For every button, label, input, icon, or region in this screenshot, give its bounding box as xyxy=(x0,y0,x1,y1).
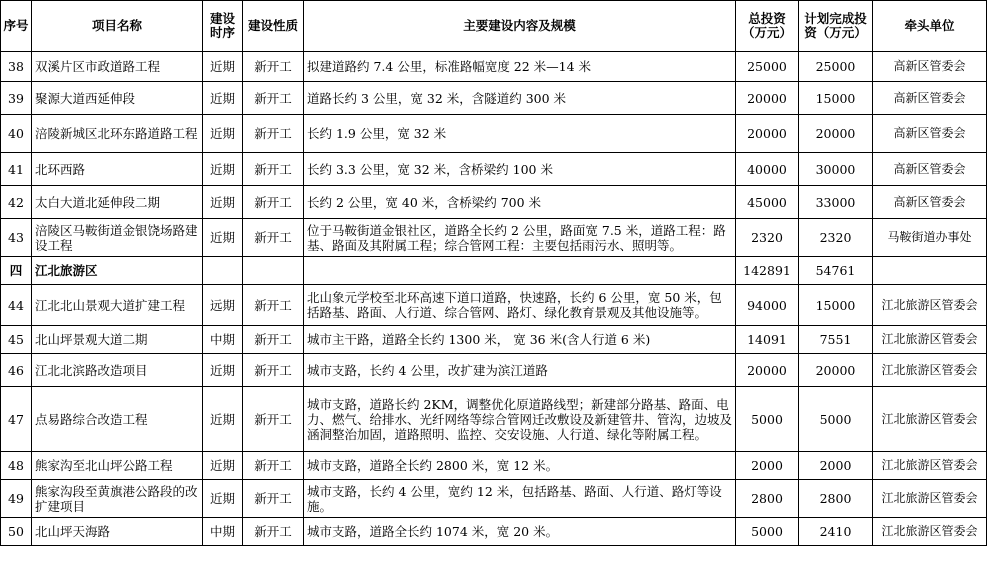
construction-content: 长约 3.3 公里，宽 32 米，含桥梁约 100 米 xyxy=(304,153,736,186)
table-body xyxy=(1,52,987,546)
lead-organization: 高新区管委会 xyxy=(873,115,987,153)
row-number: 38 xyxy=(1,52,32,82)
construction-nature: 新开工 xyxy=(243,354,304,387)
row-number: 四 xyxy=(1,257,32,285)
section-row xyxy=(1,257,987,285)
construction-content: 城市支路，道路全长约 1074 米，宽 20 米。 xyxy=(304,518,736,546)
construction-order: 近期 xyxy=(203,115,243,153)
project-name: 双溪片区市政道路工程 xyxy=(32,52,203,82)
construction-order: 近期 xyxy=(203,82,243,115)
construction-content: 长约 1.9 公里，宽 32 米 xyxy=(304,115,736,153)
construction-order: 远期 xyxy=(203,285,243,326)
total-investment: 2320 xyxy=(736,219,799,257)
header-order: 建设时序 xyxy=(203,1,243,52)
row-number: 47 xyxy=(1,387,32,452)
construction-nature: 新开工 xyxy=(243,153,304,186)
table-row xyxy=(1,153,987,186)
construction-nature: 新开工 xyxy=(243,326,304,354)
planned-investment: 25000 xyxy=(799,52,873,82)
table-header-row xyxy=(1,1,987,52)
construction-order xyxy=(203,257,243,285)
project-name: 点易路综合改造工程 xyxy=(32,387,203,452)
project-name: 北山坪景观大道二期 xyxy=(32,326,203,354)
row-number: 45 xyxy=(1,326,32,354)
construction-nature: 新开工 xyxy=(243,82,304,115)
lead-organization: 高新区管委会 xyxy=(873,82,987,115)
construction-nature: 新开工 xyxy=(243,518,304,546)
row-number: 44 xyxy=(1,285,32,326)
construction-nature: 新开工 xyxy=(243,387,304,452)
total-investment: 20000 xyxy=(736,354,799,387)
construction-nature: 新开工 xyxy=(243,452,304,480)
total-investment: 14091 xyxy=(736,326,799,354)
construction-order: 近期 xyxy=(203,452,243,480)
construction-content: 城市主干路，道路全长约 1300 米， 宽 36 米(含人行道 6 米) xyxy=(304,326,736,354)
lead-organization: 高新区管委会 xyxy=(873,186,987,219)
lead-organization xyxy=(873,257,987,285)
construction-content: 城市支路，道路全长约 2800 米，宽 12 米。 xyxy=(304,452,736,480)
table-row xyxy=(1,518,987,546)
header-no: 序号 xyxy=(1,1,32,52)
total-investment: 5000 xyxy=(736,387,799,452)
row-number: 48 xyxy=(1,452,32,480)
row-number: 41 xyxy=(1,153,32,186)
row-number: 42 xyxy=(1,186,32,219)
construction-order: 近期 xyxy=(203,219,243,257)
table-row xyxy=(1,354,987,387)
planned-investment: 5000 xyxy=(799,387,873,452)
table-row xyxy=(1,52,987,82)
construction-order: 中期 xyxy=(203,326,243,354)
construction-content: 长约 2 公里，宽 40 米，含桥梁约 700 米 xyxy=(304,186,736,219)
project-name: 北山坪天海路 xyxy=(32,518,203,546)
header-org: 牵头单位 xyxy=(873,1,987,52)
table-row xyxy=(1,480,987,518)
table-row xyxy=(1,387,987,452)
planned-investment: 54761 xyxy=(799,257,873,285)
construction-content: 位于马鞍街道金银社区，道路全长约 2 公里，路面宽 7.5 米，道路工程：路基、路面及其附属工程；综合管网工程：主要包括雨污水、照明等。 xyxy=(304,219,736,257)
planned-investment: 2320 xyxy=(799,219,873,257)
construction-content xyxy=(304,257,736,285)
row-number: 50 xyxy=(1,518,32,546)
construction-order: 近期 xyxy=(203,354,243,387)
lead-organization: 江北旅游区管委会 xyxy=(873,326,987,354)
construction-nature: 新开工 xyxy=(243,115,304,153)
construction-order: 近期 xyxy=(203,480,243,518)
row-number: 39 xyxy=(1,82,32,115)
total-investment: 20000 xyxy=(736,82,799,115)
planned-investment: 30000 xyxy=(799,153,873,186)
table-row xyxy=(1,326,987,354)
header-content: 主要建设内容及规模 xyxy=(304,1,736,52)
lead-organization: 高新区管委会 xyxy=(873,153,987,186)
construction-content: 城市支路，长约 4 公里，宽约 12 米，包括路基、路面、人行道、路灯等设施。 xyxy=(304,480,736,518)
construction-content: 北山象元学校至北环高速下道口道路，快速路，长约 6 公里，宽 50 米，包括路基、路面、人行道、综合管网、路灯、绿化教育景观及其他设施等。 xyxy=(304,285,736,326)
construction-nature: 新开工 xyxy=(243,480,304,518)
construction-nature xyxy=(243,257,304,285)
planned-investment: 15000 xyxy=(799,285,873,326)
construction-nature: 新开工 xyxy=(243,285,304,326)
project-name: 太白大道北延伸段二期 xyxy=(32,186,203,219)
total-investment: 94000 xyxy=(736,285,799,326)
lead-organization: 江北旅游区管委会 xyxy=(873,354,987,387)
construction-order: 近期 xyxy=(203,52,243,82)
construction-order: 近期 xyxy=(203,153,243,186)
construction-content: 拟建道路约 7.4 公里，标准路幅宽度 22 米—14 米 xyxy=(304,52,736,82)
planned-investment: 2000 xyxy=(799,452,873,480)
total-investment: 40000 xyxy=(736,153,799,186)
row-number: 49 xyxy=(1,480,32,518)
construction-content: 城市支路，长约 4 公里，改扩建为滨江道路 xyxy=(304,354,736,387)
project-name: 聚源大道西延伸段 xyxy=(32,82,203,115)
total-investment: 20000 xyxy=(736,115,799,153)
planned-investment: 7551 xyxy=(799,326,873,354)
lead-organization: 江北旅游区管委会 xyxy=(873,387,987,452)
planned-investment: 2800 xyxy=(799,480,873,518)
lead-organization: 江北旅游区管委会 xyxy=(873,518,987,546)
construction-order: 近期 xyxy=(203,186,243,219)
total-investment: 2000 xyxy=(736,452,799,480)
construction-content: 城市支路，道路长约 2KM，调整优化原道路线型；新建部分路基、路面、电力、燃气、给排水、光纤网络等综合管网迁改敷设及新建管井、管沟，边坡及涵洞整治加固，道路照明、监控、交安设施、人行道、绿化等附属工程。 xyxy=(304,387,736,452)
lead-organization: 高新区管委会 xyxy=(873,52,987,82)
header-total: 总投资（万元） xyxy=(736,1,799,52)
table-row xyxy=(1,82,987,115)
project-name: 熊家沟至北山坪公路工程 xyxy=(32,452,203,480)
project-name: 北环西路 xyxy=(32,153,203,186)
lead-organization: 江北旅游区管委会 xyxy=(873,285,987,326)
project-name: 熊家沟段至黄旗港公路段的改扩建项目 xyxy=(32,480,203,518)
header-planned: 计划完成投 资（万元） xyxy=(799,1,873,52)
planned-investment: 33000 xyxy=(799,186,873,219)
project-name: 江北北滨路改造项目 xyxy=(32,354,203,387)
header-name: 项目名称 xyxy=(32,1,203,52)
row-number: 43 xyxy=(1,219,32,257)
project-name: 涪陵新城区北环东路道路工程 xyxy=(32,115,203,153)
table-row xyxy=(1,452,987,480)
project-name: 江北北山景观大道扩建工程 xyxy=(32,285,203,326)
construction-nature: 新开工 xyxy=(243,52,304,82)
table-row xyxy=(1,115,987,153)
lead-organization: 江北旅游区管委会 xyxy=(873,480,987,518)
construction-content: 道路长约 3 公里，宽 32 米，含隧道约 300 米 xyxy=(304,82,736,115)
lead-organization: 江北旅游区管委会 xyxy=(873,452,987,480)
header-nature: 建设性质 xyxy=(243,1,304,52)
construction-order: 中期 xyxy=(203,518,243,546)
planned-investment: 20000 xyxy=(799,354,873,387)
total-investment: 45000 xyxy=(736,186,799,219)
table-row xyxy=(1,219,987,257)
planned-investment: 15000 xyxy=(799,82,873,115)
construction-nature: 新开工 xyxy=(243,219,304,257)
project-name: 涪陵区马鞍街道金银饶场路建设工程 xyxy=(32,219,203,257)
row-number: 40 xyxy=(1,115,32,153)
table-row xyxy=(1,186,987,219)
table-row xyxy=(1,285,987,326)
total-investment: 25000 xyxy=(736,52,799,82)
total-investment: 5000 xyxy=(736,518,799,546)
total-investment: 2800 xyxy=(736,480,799,518)
planned-investment: 20000 xyxy=(799,115,873,153)
total-investment: 142891 xyxy=(736,257,799,285)
project-name: 江北旅游区 xyxy=(32,257,203,285)
lead-organization: 马鞍街道办事处 xyxy=(873,219,987,257)
construction-nature: 新开工 xyxy=(243,186,304,219)
row-number: 46 xyxy=(1,354,32,387)
planned-investment: 2410 xyxy=(799,518,873,546)
construction-order: 近期 xyxy=(203,387,243,452)
